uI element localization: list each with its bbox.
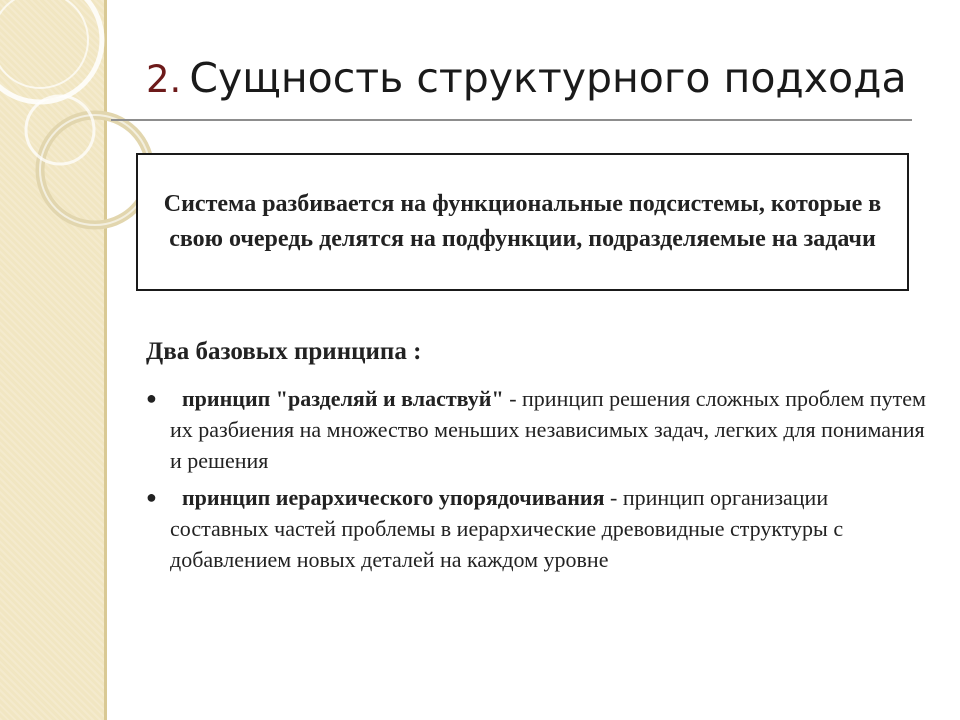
principle-item [146,482,926,575]
definition-box [136,153,909,291]
bullet-icon: ● [146,388,157,408]
title-divider [111,119,912,121]
slide-title-text: Сущность структурного подхода [189,54,907,102]
bullet-icon: ● [146,487,157,507]
principle-name: принцип иерархического упорядочивания [182,485,605,510]
principle-name: принцип "разделяй и властвуй" [182,386,504,411]
principle-description: - принцип решения сложных проблем путем их разбиения на множество меньших независимых задач, легких для понимания и решения [170,386,926,473]
principle-item [146,383,926,476]
slide-title [146,52,907,106]
principle-body [170,482,926,575]
principle-body [170,383,926,476]
definition-text: Система разбивается на функциональные подсистемы, которые в свою очередь делятся на подфункции, подразделяемые на задачи [163,191,882,252]
principles-heading: Два базовых принципа : [146,338,422,365]
slide-number: 2. [146,58,182,101]
principle-description: - принцип организации составных частей проблемы в иерархические древовидные структуры с добавлением новых деталей на каждом уровне [170,485,844,572]
